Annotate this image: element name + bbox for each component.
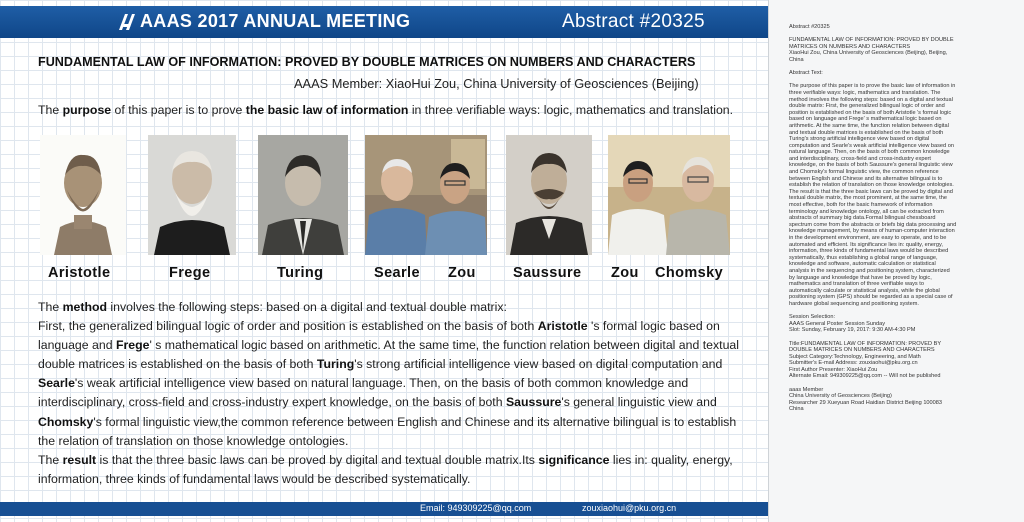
name-chomsky: Chomsky (655, 265, 724, 281)
panel-title-block: FUNDAMENTAL LAW OF INFORMATION: PROVED BY DOUBLE MATRICES ON NUMBERS AND CHARACTERS XiaoHui Zou, China University of Geosciences (Beijing), Beijing, China (789, 37, 954, 63)
name-zou: Zou (448, 265, 476, 281)
turing-photo (258, 135, 348, 255)
poster-footer (0, 502, 768, 516)
purpose-statement: The purpose of this paper is to prove the basic law of information in three verifiable ways: logic, mathematics and translation. (38, 103, 734, 117)
abstract-number: Abstract #20325 (562, 11, 705, 32)
result-text: The result is that the three basic laws can be proved by digital and textual double matrix.Its significance lies in: quality, energy, information, three kinds of fundamental laws would be described systematically. (38, 452, 733, 486)
name-searle: Searle (374, 265, 420, 281)
panel-submission-block: Title:FUNDAMENTAL LAW OF INFORMATION: PROVED BY DOUBLE MATRICES ON NUMBERS AND CHARACTERS Subject Category:Technology, Engineering, and Math Submitter's E-mail Address: zouxiaohui@pku.org.cn First Author Presenter: XiaoHui Zou Alternate Email: 949309225@qq.com -- Will not be published (789, 340, 942, 380)
aaas-logo-icon (118, 13, 136, 31)
abstract-text-panel (768, 0, 1024, 522)
method-text (38, 298, 750, 489)
panel-session-block: Session Selection: AAAS General Poster Session Sunday Slot: Sunday, February 19, 2017: 9:30 AM-4:30 PM (789, 314, 916, 334)
member-line: AAAS Member: XiaoHui Zou, China University of Geosciences (Beijing) (294, 76, 699, 91)
method-intro: The method involves the following steps: based on a digital and textual double matrix: (38, 300, 507, 314)
name-zou-2: Zou (611, 265, 639, 281)
searle-zou-photo (365, 135, 487, 255)
paper-title: FUNDAMENTAL LAW OF INFORMATION: PROVED BY DOUBLE MATRICES ON NUMBERS AND CHARACTERS (38, 55, 696, 69)
footer-email-pku: zouxiaohui@pku.org.cn (582, 503, 677, 513)
name-turing: Turing (277, 265, 324, 281)
panel-abstract-text: The purpose of this paper is to prove the basic law of information in three verifiable ways: logic, mathematics and translation. The method involves the following steps: based on a digital and textual double matrix: First, the generalized bilingual logic of order and position is established on the basis of both Aristotle 's formal logic based on language and Frege' s mathematical logic based on arithmetic. At the same time, the function relation between digital and textual double matrices is established on the basis of both Turing's strong artificial intelligence view based on digital computation and Searle's weak artificial intelligence view based on natural language. Then, on the basis of both common knowledge and interdisciplinary, cross-field and cross-industry expert knowledge, on the basis of both Saussure's general linguistic view and Chomsky's formal linguistic view, the common reference between English and Chinese and its alternative bilingual is to establish the relation of translation on those knowledge ontologies. The result is that the three basic laws can be proved by digital and textual double matrix, the most prominent, at the same time, the most effective, both for the basic framework of information terminology and knowledge ontology, all can be extracted from abstracts of summary big data.Formal bilingual chessboard spectrum come from the abstracts or briefs big data processing and knowledge management, by means of human-computer interaction in the development environment, are easy to operate, and to be automated and efficient. Its significance lies in: quality, energy, information, three kinds of fundamental laws would be described systematically, thus establishing a global range of language, knowledge and software, automatic calculation or statistical analysis in the sequencing and positioning system, characterized by language and knowledge that have be proved by logic, mathematics and translation of three verifiable ways to automatically calculate or statistical analysis, while the global positioning system (GPS) should be regarded as a special case of hardware global sequencing and positioning system. (789, 83, 957, 307)
name-aristotle: Aristotle (48, 265, 111, 281)
panel-abstract-id: Abstract #20325 (789, 24, 830, 30)
frege-photo (148, 135, 236, 255)
meeting-title: AAAS 2017 ANNUAL MEETING (140, 11, 411, 31)
aristotle-bust-photo (40, 135, 126, 255)
method-body: First, the generalized bilingual logic of order and position is established on the basis of both Aristotle 's formal logic based on language and Frege' s mathematical logic based on arithmetic. At the same time, the function relation between digital and textual double matrices is established on the basis of both Turing's strong artificial intelligence view based on digital computation and Searle's weak artificial intelligence view based on natural language. Then, on the basis of both common knowledge and interdisciplinary, cross-field and cross-industry expert knowledge, on the basis of both Saussure's general linguistic view and Chomsky's formal linguistic view,the common reference between English and Chinese and its alternative bilingual is to establish the relation of translation on those knowledge ontologies. (38, 319, 739, 448)
panel-abstract-label: Abstract Text: (789, 70, 823, 77)
poster-header (0, 6, 768, 38)
zou-chomsky-photo (608, 135, 730, 255)
panel-member-block: aaas Member China University of Geosciences (Beijing) Researcher 29 Xueyuan Road Haidian District Beijing 100083 China (789, 386, 942, 413)
name-frege: Frege (169, 265, 211, 281)
footer-email-qq: Email: 949309225@qq.com (420, 503, 532, 513)
name-saussure: Saussure (513, 265, 582, 281)
saussure-photo (506, 135, 592, 255)
